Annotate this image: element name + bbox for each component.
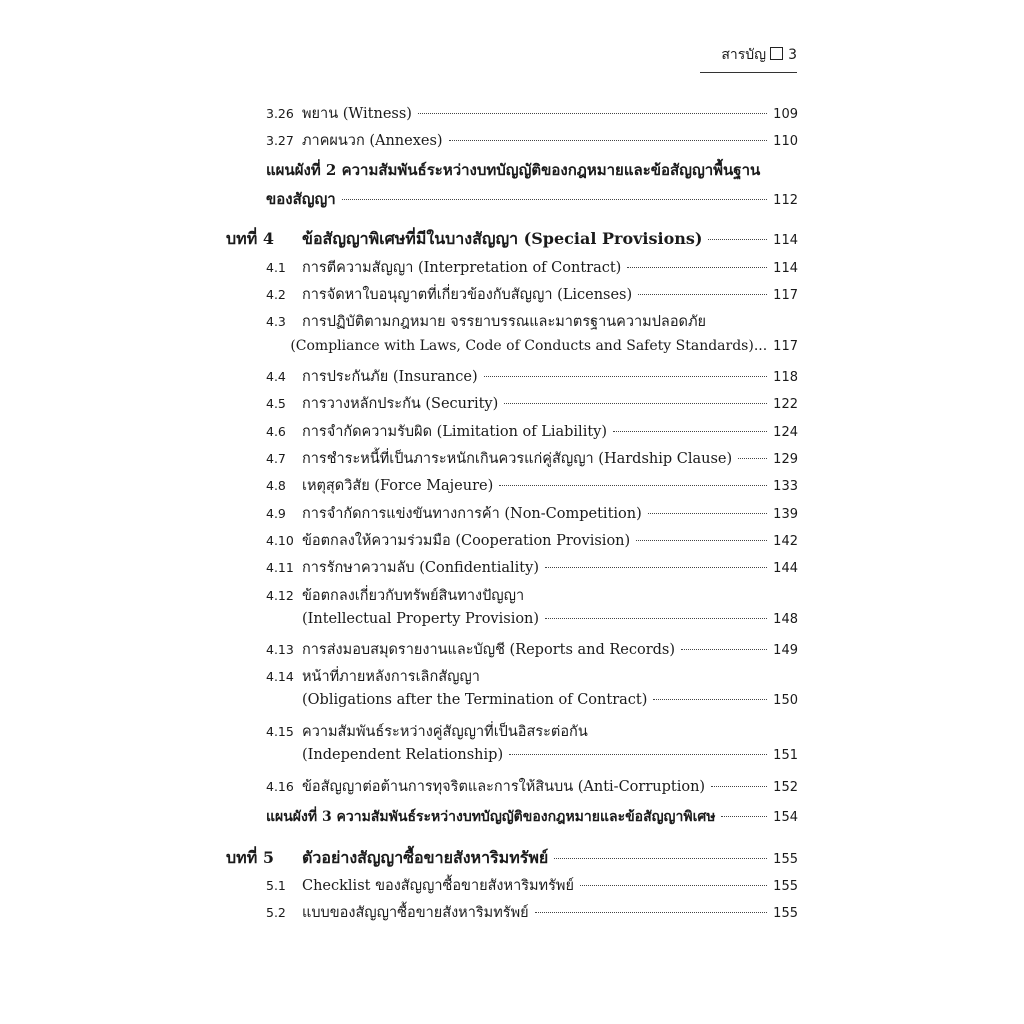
dot-leader — [449, 140, 768, 141]
toc-entry[interactable] — [266, 502, 798, 525]
toc-entry-number: 4.6 — [266, 424, 286, 439]
toc-entry-diagram[interactable] — [266, 158, 798, 182]
toc-entry-number: 4.1 — [266, 260, 286, 275]
toc-entry-page: 122 — [773, 397, 798, 412]
toc-entry-page: 114 — [773, 233, 798, 248]
toc-entry-number: 4.15 — [266, 724, 294, 739]
dot-leader — [504, 403, 767, 404]
toc-entry[interactable] — [266, 447, 798, 470]
toc-entry-page: 151 — [773, 748, 798, 763]
toc-entry-title: ข้อตกลงเกี่ยวกับทรัพย์สินทางปัญญา — [302, 588, 525, 604]
toc-entry-number: 4.16 — [266, 779, 294, 794]
toc-entry-number: 4.10 — [266, 533, 294, 548]
toc-entry-title: การรักษาความลับ (Confidentiality) — [302, 560, 539, 576]
toc-entry[interactable] — [266, 874, 798, 897]
toc-entry-page: 124 — [773, 425, 798, 440]
toc-entry-page: 155 — [773, 852, 798, 867]
toc-entry[interactable] — [266, 638, 798, 661]
toc-entry-number: 4.12 — [266, 588, 294, 603]
toc-entry-title: แบบของสัญญาซื้อขายสังหาริมทรัพย์ — [302, 905, 529, 921]
dot-leader — [545, 567, 767, 568]
toc-entry-title: พยาน (Witness) — [302, 106, 412, 122]
toc-entry-title: การส่งมอบสมุดรายงานและบัญชี (Reports and Records) — [302, 642, 676, 658]
toc-entry-title: (Intellectual Property Provision) — [302, 611, 540, 627]
dot-leader — [708, 239, 767, 240]
toc-chapter[interactable] — [226, 227, 798, 252]
toc-entry-title: การประกันภัย (Insurance) — [302, 369, 478, 385]
dot-leader — [342, 199, 767, 200]
toc-entry[interactable] — [266, 584, 798, 607]
toc-entry[interactable] — [266, 365, 798, 388]
toc-entry-diagram[interactable] — [266, 187, 798, 211]
toc-entry-number: 4.2 — [266, 287, 286, 302]
toc-entry-continuation[interactable] — [266, 692, 798, 708]
chapter-label: บทที่ 5 — [226, 848, 274, 867]
toc-entry-diagram[interactable] — [266, 806, 798, 828]
toc-entry-title: ภาคผนวก (Annexes) — [302, 133, 443, 149]
toc-entry-page: 117 — [773, 288, 798, 303]
toc-entry-page: 155 — [773, 906, 798, 921]
toc-entry-title: (Compliance with Laws, Code of Conducts and Safety Standards)... — [290, 338, 768, 354]
toc-entry-title: ตัวอย่างสัญญาซื้อขายสังหาริมทรัพย์ — [302, 848, 549, 867]
toc-entry-title: การปฏิบัติตามกฎหมาย จรรยาบรรณและมาตรฐานความปลอดภัย — [302, 314, 706, 330]
toc-entry-page: 152 — [773, 780, 798, 795]
toc-entry-number: 3.26 — [266, 106, 294, 121]
toc-entry-title: การจำกัดความรับผิด (Limitation of Liability) — [302, 424, 608, 440]
toc-entry-title: แผนผังที่ 3 ความสัมพันธ์ระหว่างบทบัญญัติของกฎหมายและข้อสัญญาพิเศษ — [266, 809, 716, 825]
toc-entry-title: ข้อสัญญาพิเศษที่มีในบางสัญญา (Special Provisions) — [302, 229, 703, 248]
dot-leader — [721, 816, 767, 817]
toc-entry-title: ข้อสัญญาต่อต้านการทุจริตและการให้สินบน (Anti-Corruption) — [302, 779, 706, 795]
toc-entry[interactable] — [266, 392, 798, 415]
toc-entry[interactable] — [266, 556, 798, 579]
toc-entry-title: เหตุสุดวิสัย (Force Majeure) — [302, 478, 494, 494]
toc-entry-title: การตีความสัญญา (Interpretation of Contract) — [302, 260, 622, 276]
dot-leader — [580, 885, 767, 886]
toc-entry-title: การวางหลักประกัน (Security) — [302, 396, 499, 412]
toc-entry[interactable] — [266, 102, 798, 125]
toc-entry[interactable] — [266, 283, 798, 306]
header-title: สารบัญ — [721, 47, 767, 63]
dot-leader — [648, 513, 767, 514]
toc-entry-page: 148 — [773, 612, 798, 627]
toc-entry-title: (Independent Relationship) — [302, 747, 504, 763]
toc-entry-continuation[interactable] — [266, 611, 798, 627]
toc-entry-page: 154 — [773, 810, 798, 825]
toc-entry[interactable] — [266, 420, 798, 443]
page-header — [700, 44, 797, 73]
toc-entry-number: 4.3 — [266, 314, 286, 329]
toc-entry-page: 109 — [773, 107, 798, 122]
dot-leader — [484, 376, 768, 377]
dot-leader — [418, 113, 767, 114]
toc-entry-page: 142 — [773, 534, 798, 549]
dot-leader — [545, 618, 767, 619]
dot-leader — [499, 485, 767, 486]
toc-entry-title: การจัดหาใบอนุญาตที่เกี่ยวข้องกับสัญญา (Licenses) — [302, 287, 633, 303]
dot-leader — [738, 458, 767, 459]
toc-entry-page: 129 — [773, 452, 798, 467]
toc-entry-number: 4.7 — [266, 451, 286, 466]
toc-entry[interactable] — [266, 529, 798, 552]
toc-entry-page: 114 — [773, 261, 798, 276]
toc-entry-number: 5.2 — [266, 905, 286, 920]
toc-entry-number: 4.13 — [266, 642, 294, 657]
toc-entry-title: (Obligations after the Termination of Contract) — [302, 692, 648, 708]
toc-entry-page: 155 — [773, 879, 798, 894]
toc-entry-page: 112 — [773, 193, 798, 208]
toc-entry[interactable] — [266, 775, 798, 798]
toc-entry-page: 118 — [773, 370, 798, 385]
toc-entry[interactable] — [266, 720, 798, 743]
header-page-number: 3 — [788, 47, 797, 63]
toc-entry-number: 4.8 — [266, 478, 286, 493]
toc-entry[interactable] — [266, 901, 798, 924]
toc-entry-continuation[interactable] — [266, 338, 798, 354]
toc-entry-title: ความสัมพันธ์ระหว่างคู่สัญญาที่เป็นอิสระต่อกัน — [302, 724, 588, 740]
toc-entry-number: 4.4 — [266, 369, 286, 384]
toc-entry-page: 144 — [773, 561, 798, 576]
toc-entry-page: 117 — [773, 339, 798, 354]
dot-leader — [681, 649, 767, 650]
dot-leader — [627, 267, 767, 268]
toc-entry-title: การชำระหนี้ที่เป็นภาระหนักเกินควรแก่คู่สัญญา (Hardship Clause) — [302, 451, 733, 467]
dot-leader — [653, 699, 767, 700]
toc-entry[interactable] — [266, 129, 798, 152]
toc-entry-title: การจำกัดการแข่งขันทางการค้า (Non-Competition) — [302, 506, 642, 522]
toc-entry[interactable] — [266, 665, 798, 688]
toc-entry-page: 139 — [773, 507, 798, 522]
toc-entry-title: หน้าที่ภายหลังการเลิกสัญญา — [302, 669, 480, 685]
toc-entry-number: 4.5 — [266, 396, 286, 411]
checkbox-square-icon — [770, 47, 783, 60]
dot-leader — [535, 912, 768, 913]
dot-leader — [636, 540, 767, 541]
toc-entry-title: แผนผังที่ 2 ความสัมพันธ์ระหว่างบทบัญญัติของกฎหมายและข้อสัญญาพื้นฐาน — [266, 161, 761, 179]
toc-entry-page: 110 — [773, 134, 798, 149]
toc-entry-page: 133 — [773, 479, 798, 494]
toc-entry-number: 4.14 — [266, 669, 294, 684]
toc-entry-title: ของสัญญา — [266, 190, 336, 208]
dot-leader — [638, 294, 767, 295]
toc-entry-page: 149 — [773, 643, 798, 658]
toc-entry-number: 4.9 — [266, 506, 286, 521]
toc-entry-number: 4.11 — [266, 560, 294, 575]
chapter-label: บทที่ 4 — [226, 229, 274, 248]
toc-entry-number: 3.27 — [266, 133, 294, 148]
toc-chapter[interactable] — [226, 846, 798, 871]
toc-entry-continuation[interactable] — [266, 747, 798, 763]
dot-leader — [711, 786, 767, 787]
toc-entry-title: Checklist ของสัญญาซื้อขายสังหาริมทรัพย์ — [302, 878, 574, 894]
toc-entry[interactable] — [266, 310, 798, 333]
toc-entry-page: 150 — [773, 693, 798, 708]
toc-entry-number: 5.1 — [266, 878, 286, 893]
toc-entry[interactable] — [266, 256, 798, 279]
dot-leader — [554, 858, 767, 859]
dot-leader — [613, 431, 767, 432]
toc-entry[interactable] — [266, 474, 798, 497]
toc-entry-title: ข้อตกลงให้ความร่วมมือ (Cooperation Provision) — [302, 533, 631, 549]
dot-leader — [509, 754, 767, 755]
